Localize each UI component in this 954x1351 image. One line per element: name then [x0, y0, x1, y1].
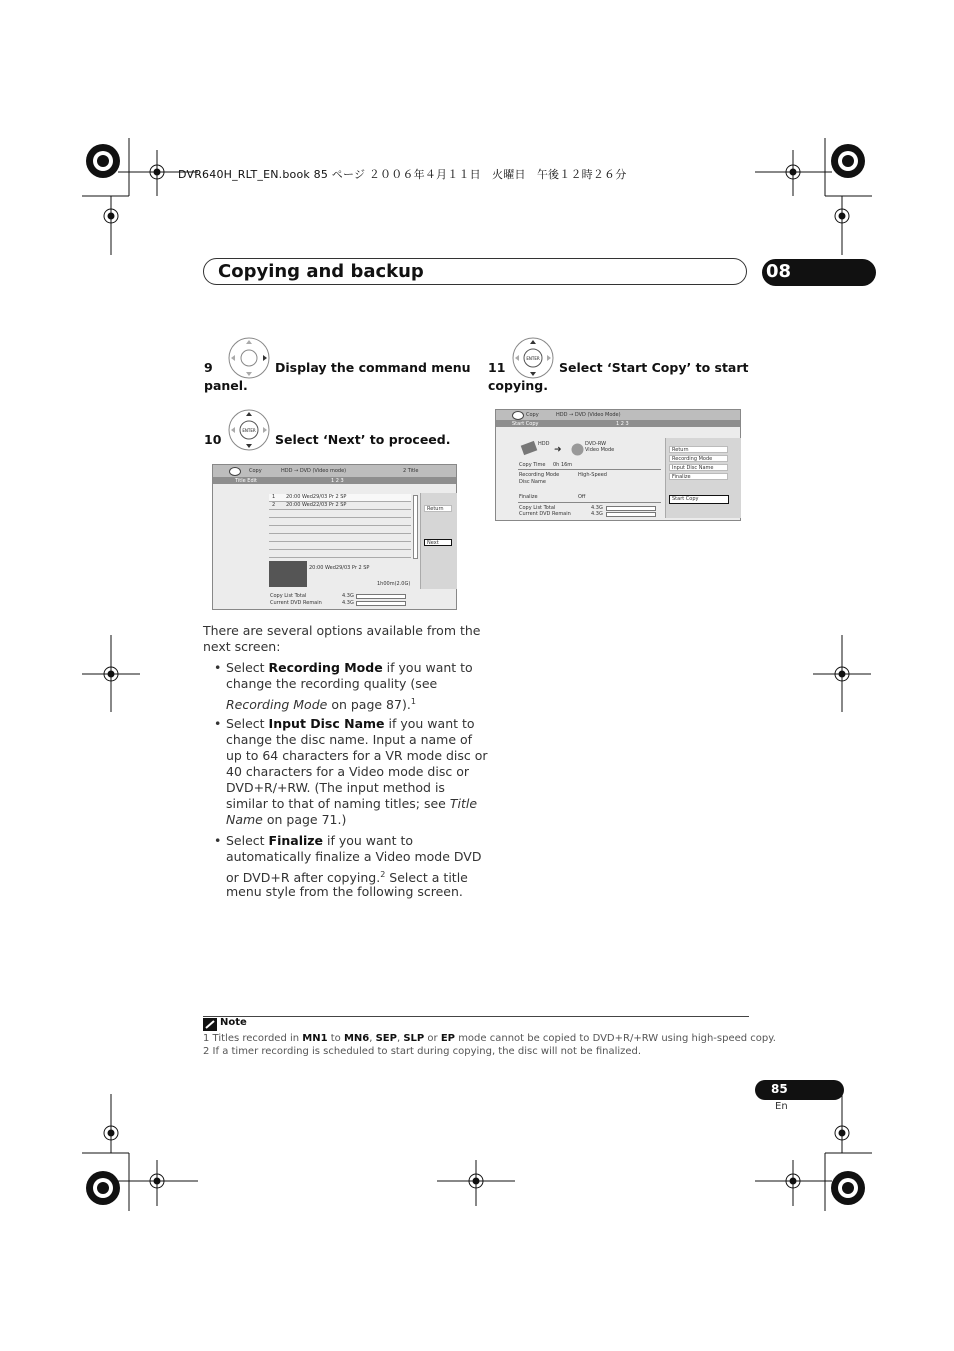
step-11-text-cont: copying. [488, 378, 548, 393]
dest-mode: Video Mode [585, 447, 615, 453]
list-item[interactable] [269, 494, 411, 502]
step-9-text-cont: panel. [204, 378, 248, 393]
bullet-line: change the recording quality (see [226, 676, 438, 691]
text: Select [226, 660, 269, 675]
bullet-line [226, 796, 477, 812]
divider [518, 502, 661, 503]
disc-icon [229, 467, 241, 476]
osd-subbar [496, 420, 740, 427]
dest-label: DVD-RW [585, 441, 607, 447]
bullet-line: menu style from the following screen. [226, 884, 463, 899]
osd-pages: 1 2 3 [616, 421, 629, 427]
list-row-empty [269, 518, 411, 526]
bullet-finalize [226, 833, 413, 849]
osd-pages: 1 2 3 [331, 478, 344, 484]
text: , [369, 1033, 376, 1044]
menu-input-disc-name[interactable]: Input Disc Name [669, 464, 728, 471]
footnote-ref: 1 [410, 697, 416, 706]
copy-total-label: Copy List Total [519, 505, 556, 511]
keyword: EP [440, 1033, 456, 1044]
osd-subbar [213, 477, 456, 484]
remote-dpad-enter-icon [227, 408, 271, 452]
list-row-empty [269, 550, 411, 558]
osd-command-panel [420, 493, 457, 589]
preview-info: 20:00 Wed29/03 Pr 2 SP [309, 565, 370, 571]
source-label: HDD [538, 441, 550, 447]
text: similar to that of naming titles; see [226, 796, 450, 811]
osd-sub-title: Start Copy [512, 421, 539, 427]
intro-line-1: There are several options available from the [203, 623, 481, 638]
svg-text:ENTER: ENTER [526, 356, 540, 361]
disc-icon [512, 411, 524, 420]
arrow-right-icon: ➜ [554, 445, 562, 455]
remote-dpad-icon [227, 336, 271, 380]
keyword: Recording Mode [268, 660, 383, 675]
text: Select a title [385, 870, 468, 886]
step-11-text: Select ‘Start Copy’ to start [559, 360, 749, 375]
return-button[interactable]: Return [424, 505, 452, 512]
bullet-input-disc-name [226, 716, 475, 732]
page-number: 85 [755, 1080, 844, 1100]
start-copy-button[interactable]: Start Copy [669, 495, 729, 504]
text: if you want to [323, 833, 414, 848]
text: if you want to [382, 660, 473, 675]
keyword: SEP [375, 1033, 397, 1044]
osd-mode: Copy [526, 412, 539, 418]
remain-bar [356, 601, 406, 606]
bullet-line: automatically finalize a Video mode DVD [226, 849, 482, 864]
xref: Title [449, 796, 478, 811]
chapter-number: 08 [762, 259, 876, 286]
note-label: Note [220, 1017, 247, 1028]
note-pencil-icon [203, 1018, 217, 1031]
intro-line-2: next screen: [203, 639, 281, 654]
text: or DVD+R after copying. [226, 870, 381, 886]
svg-text:ENTER: ENTER [242, 428, 256, 433]
dvd-icon [571, 443, 584, 456]
menu-finalize[interactable]: Finalize [669, 473, 728, 480]
footnote-ref: 2 [380, 870, 386, 879]
bullet-line: change the disc name. Input a name of [226, 732, 473, 747]
xref: Name [226, 812, 263, 827]
row-text: 20:00 Wed22/03 Pr 2 SP [286, 502, 347, 508]
xref: Recording Mode [226, 697, 328, 713]
file-header: DVR640H_RLT_EN.book 85 ページ ２００６年４月１１日 火曜日 午後１２時２６分 [178, 168, 627, 181]
osd-title-count: 2 Title [403, 468, 419, 474]
copy-total-bar [606, 506, 656, 511]
text: if you want to [384, 716, 475, 731]
section-title: Copying and backup [218, 261, 424, 282]
keyword: MN1 [302, 1033, 328, 1044]
osd-sub-title: Title Edit [235, 478, 257, 484]
bullet-dot: • [214, 716, 222, 731]
keyword: SLP [403, 1033, 425, 1044]
preview-duration: 1h00m(2.0G) [377, 581, 411, 587]
step-9-text: Display the command menu [275, 360, 471, 375]
note-divider [203, 1016, 749, 1017]
bullet-line: up to 64 characters for a VR mode disc or [226, 748, 488, 763]
list-row-empty [269, 542, 411, 550]
remain-bar [606, 512, 656, 517]
hdd-icon [521, 441, 538, 455]
copy-total-value: 4.3G [342, 593, 354, 599]
menu-return[interactable]: Return [669, 446, 728, 453]
bullet-recording-mode [226, 660, 473, 676]
text: 1 Titles recorded in [203, 1033, 303, 1044]
osd-screen-start-copy [495, 409, 741, 521]
text: , [396, 1033, 404, 1044]
text: or [424, 1033, 441, 1044]
osd-screen-title-edit [212, 464, 457, 610]
osd-command-panel [665, 438, 741, 518]
row-num: 2 [272, 502, 276, 508]
keyword: MN6 [343, 1033, 370, 1044]
bullet-line [226, 812, 346, 828]
step-10-text: Select ‘Next’ to proceed. [275, 432, 451, 447]
copy-total-bar [356, 594, 406, 599]
finalize-value: Off [578, 494, 586, 500]
copy-time-value: 0h 16m [553, 462, 573, 468]
row-text: 20:00 Wed29/03 Pr 2 SP [286, 494, 347, 500]
step-10-number: 10 [204, 432, 222, 447]
text: to [327, 1033, 344, 1044]
remain-label: Current DVD Remain [519, 511, 571, 517]
text: on page 71.) [262, 812, 347, 827]
remain-value: 4.3G [342, 600, 354, 606]
text: Select [226, 716, 269, 731]
step-11-number: 11 [488, 360, 506, 375]
rec-mode-label: Recording Mode [519, 472, 560, 478]
list-item[interactable] [269, 502, 411, 510]
page-language: En [775, 1101, 788, 1112]
row-num: 1 [272, 494, 276, 500]
section-title-bar [203, 258, 747, 285]
list-row-empty [269, 534, 411, 542]
divider [518, 469, 661, 470]
disc-name-label: Disc Name [519, 479, 546, 485]
scrollbar[interactable] [413, 495, 418, 559]
list-row-empty [269, 526, 411, 534]
keyword: Input Disc Name [268, 716, 385, 731]
step-9-number: 9 [204, 360, 213, 375]
finalize-label: Finalize [519, 494, 538, 500]
remain-label: Current DVD Remain [270, 600, 322, 606]
text: mode cannot be copied to DVD+R/+RW using high-speed copy. [455, 1033, 776, 1044]
text: Select [226, 833, 269, 848]
bullet-dot: • [214, 660, 222, 675]
remote-dpad-enter-icon [511, 336, 555, 380]
bullet-dot: • [214, 833, 222, 848]
remain-value: 4.3G [591, 511, 603, 517]
footnote-2: 2 If a timer recording is scheduled to start during copying, the disc will not be finalized. [203, 1046, 642, 1057]
rec-mode-value: High-Speed [578, 472, 607, 478]
osd-mode: Copy [249, 468, 262, 474]
footnote-1 [203, 1033, 776, 1044]
thumbnail-image [269, 561, 307, 587]
list-row-empty [269, 510, 411, 518]
text: on page 87). [327, 697, 411, 713]
menu-recording-mode[interactable]: Recording Mode [669, 455, 728, 462]
bullet-line: DVD+R/+RW. (The input method is [226, 780, 445, 795]
osd-path: HDD → DVD (Video mode) [281, 468, 347, 474]
bullet-line [226, 694, 416, 713]
copy-time-label: Copy Time [519, 462, 546, 468]
copy-total-value: 4.3G [591, 505, 603, 511]
osd-path: HDD → DVD (Video Mode) [556, 412, 621, 418]
copy-total-label: Copy List Total [270, 593, 307, 599]
next-button[interactable]: Next [424, 539, 452, 546]
keyword: Finalize [268, 833, 324, 848]
bullet-line: 40 characters for a Video mode disc or [226, 764, 469, 779]
